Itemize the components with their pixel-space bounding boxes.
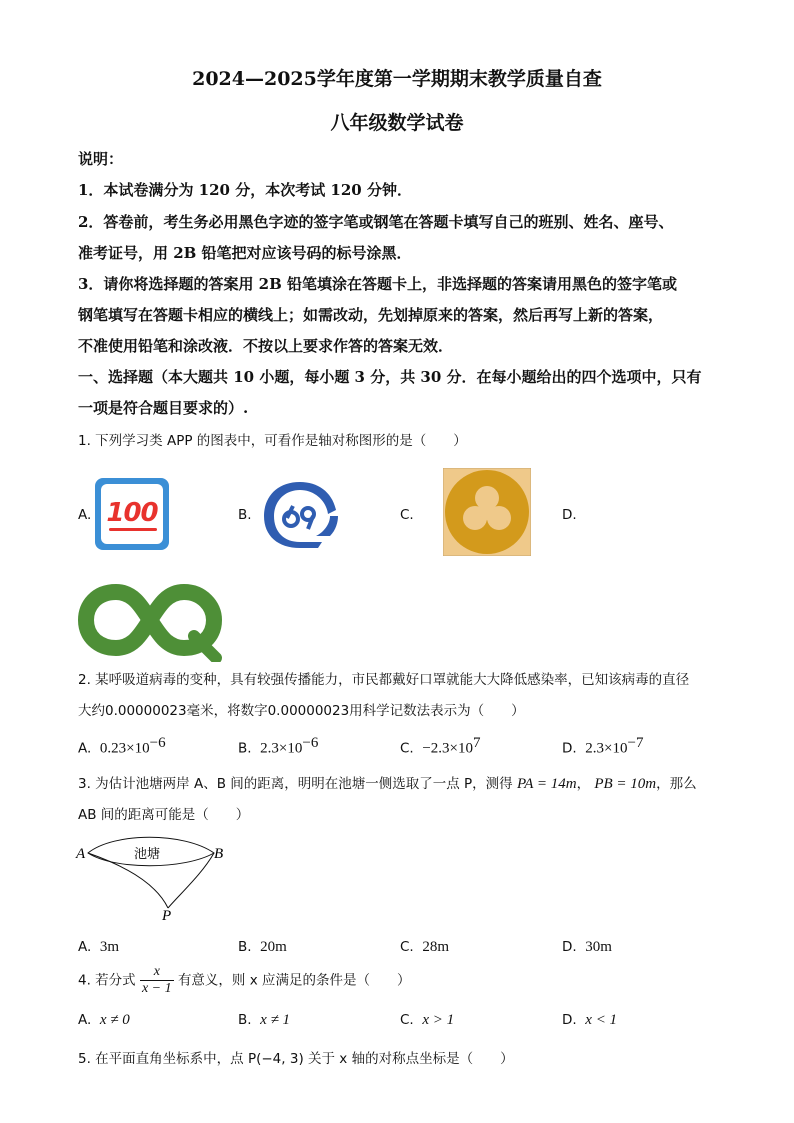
q1-option-c-label: C.: [400, 507, 414, 523]
point-p-label: P: [162, 908, 172, 924]
point-a-label: A: [76, 846, 86, 862]
q4-stem: 4. 若分式 $\frac{x}{x - 1}$ 有意义，则 x 应满足的条件是（ ）: [78, 964, 411, 996]
note-1: 1．本试卷满分为 120 分，本次考试 120 分钟．: [78, 181, 412, 199]
icon-100-text: 100: [106, 498, 158, 528]
section1-heading-cont: 一项是符合题目要求的）.: [78, 399, 249, 417]
q3-option-b: B. 20m: [238, 939, 287, 955]
q1-option-b-label: B.: [238, 507, 252, 523]
q4-option-a: A. x ≠ 0: [78, 1012, 130, 1028]
note-2a: 2．答卷前，考生务必用黑色字迹的签字笔或钢笔在答题卡填写自己的班别、姓名、座号、: [78, 213, 674, 231]
q4-fraction: $\frac{x}{x - 1}$: [141, 964, 172, 996]
pond-label: 池塘: [134, 847, 161, 862]
app-icon-100: [95, 478, 169, 550]
app-icon-trefoil: [443, 468, 531, 556]
q3-option-c: C. 28m: [400, 939, 449, 955]
q2-stem-line2: 大约0.00000023毫米，将数字0.00000023用科学记数法表示为（ ）: [78, 703, 525, 719]
q2-stem-line1: 2. 某呼吸道病毒的变种，具有较强传播能力，市民都戴好口罩就能大大降低感染率，已知该病毒的直径: [78, 672, 690, 688]
exam-subtitle: 八年级数学试卷: [330, 112, 464, 134]
q1-stem: 1. 下列学习类 APP 的图表中，可看作是轴对称图形的是（ ）: [78, 433, 467, 449]
q4-option-b: B. x ≠ 1: [238, 1012, 291, 1028]
app-icon-chat: [256, 474, 344, 556]
q3-option-a: A. 3m: [78, 939, 120, 955]
app-icon-infinity: [76, 578, 224, 662]
pond-diagram: [74, 834, 234, 924]
q2-option-a: A. $0.23\times 10^{-6}$: [78, 735, 166, 757]
q2-option-b: B. $2.3\times 10^{-6}$: [238, 735, 319, 757]
q4-option-d: D. x < 1: [562, 1012, 618, 1028]
note-3a: 3．请你将选择题的答案用 2B 铅笔填涂在答题卡上，非选择题的答案请用黑色的签字笔或: [78, 275, 678, 293]
q2-option-c: C. $-2.3\times 10^7$: [400, 735, 481, 757]
q1-option-d-label: D.: [562, 507, 577, 523]
point-b-label: B: [214, 846, 224, 862]
note-2b: 准考证号，用 2B 铅笔把对应该号码的标号涂黑．: [78, 244, 412, 262]
note-3c: 不准使用铅笔和涂改液．不按以上要求作答的答案无效．: [78, 337, 454, 355]
section1-heading: 一、选择题（本大题共 10 小题，每小题 3 分，共 30 分．在每小题给出的四个选项中，只有: [78, 368, 702, 386]
q2-option-d: D. $2.3\times 10^{-7}$: [562, 735, 644, 757]
q5-stem: 5. 在平面直角坐标系中，点 P(−4, 3) 关于 x 轴的对称点坐标是（ ）: [78, 1051, 514, 1067]
notes-label: 说明：: [78, 150, 124, 168]
note-3b: 钢笔填写在答题卡相应的横线上；如需改动，先划掉原来的答案，然后再写上新的答案，: [78, 306, 664, 324]
q3-stem-line2: AB 间的距离可能是（ ）: [78, 807, 250, 823]
q4-option-c: C. x > 1: [400, 1012, 455, 1028]
q3-option-d: D. 30m: [562, 939, 612, 955]
exam-title: 2024—2025学年度第一学期期末教学质量自查: [192, 68, 602, 90]
q1-option-a-label: A.: [78, 507, 92, 523]
q3-stem-line1: 3. 为估计池塘两岸 A、B 间的距离，明明在池塘一侧选取了一点 P，测得 PA = 14m， PB = 10m，那么: [78, 776, 697, 792]
